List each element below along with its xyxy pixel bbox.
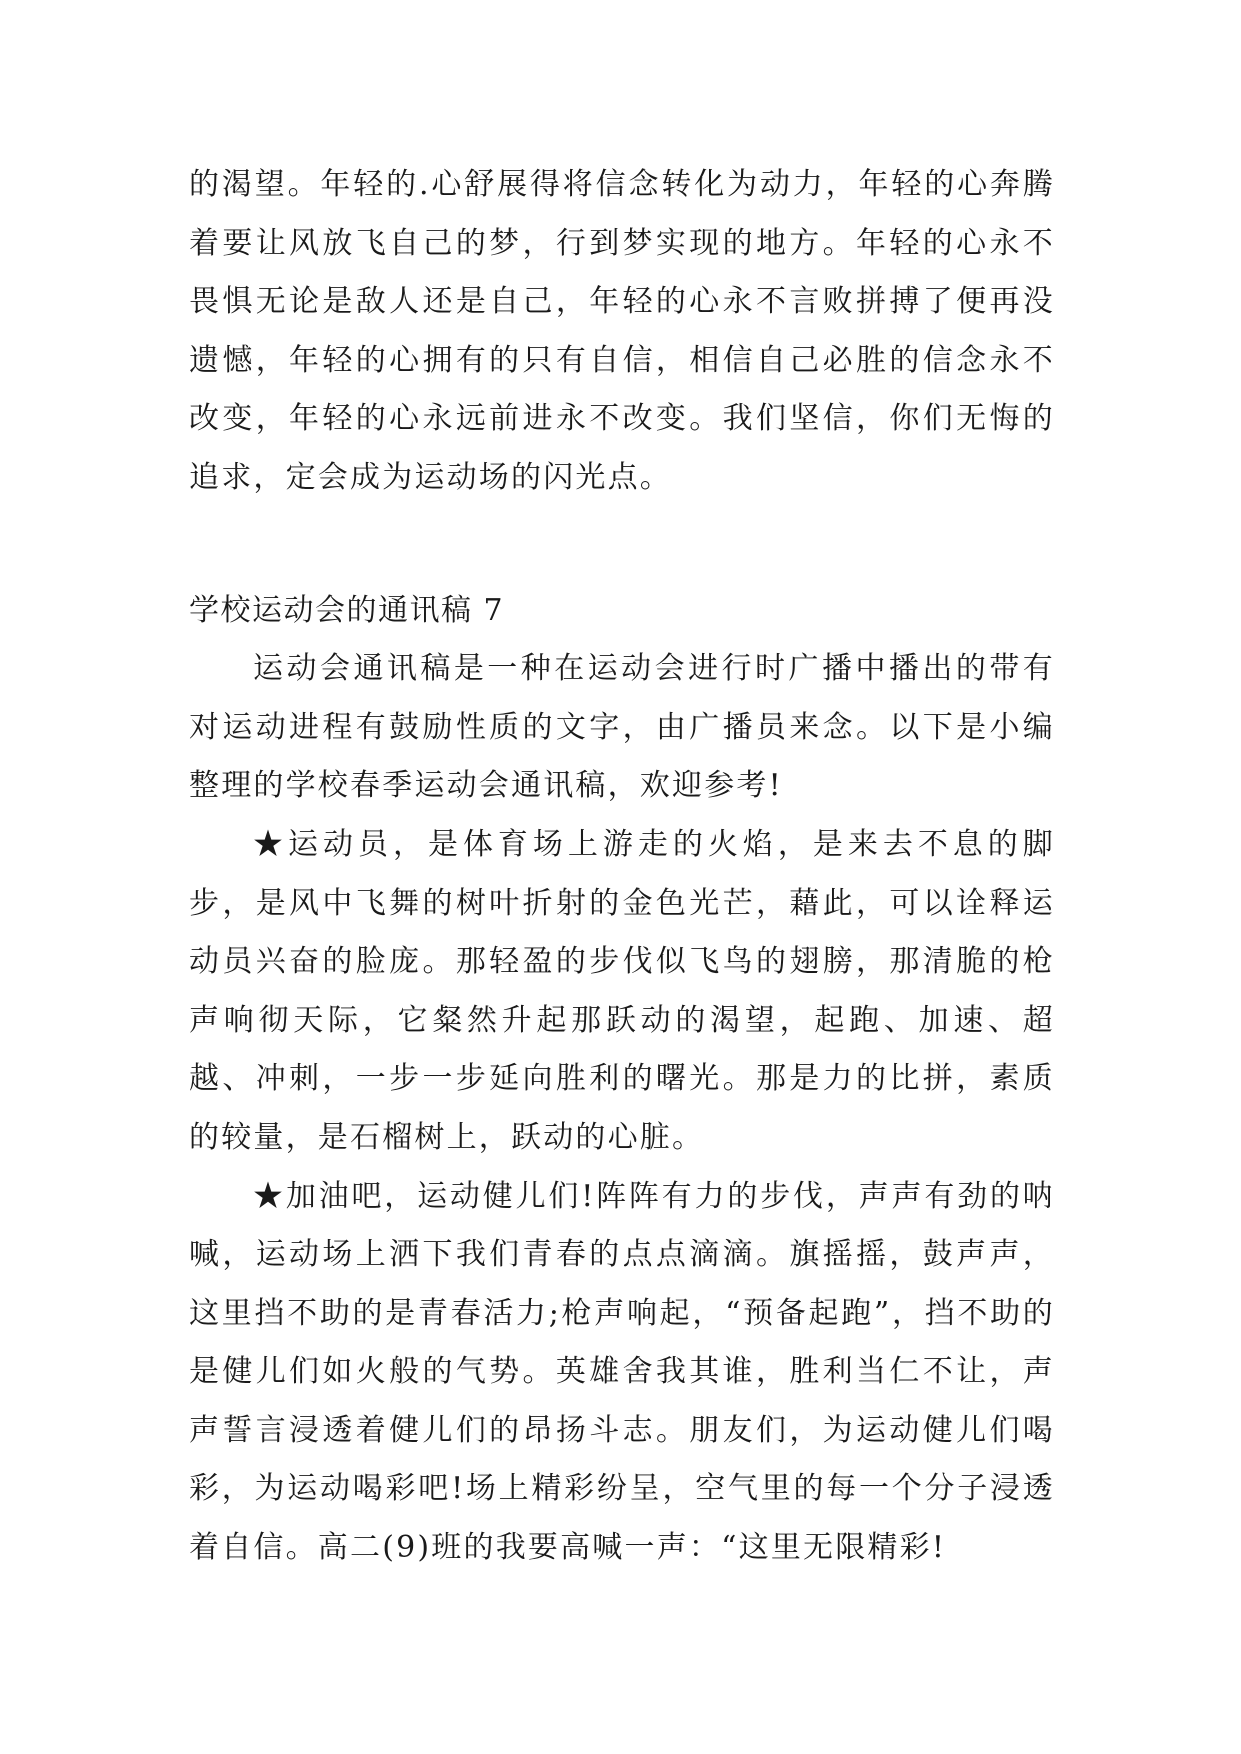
body-paragraph-2: ★运动员，是体育场上游走的火焰，是来去不息的脚步，是风中飞舞的树叶折射的金色光芒，藉此，可以诠释运动员兴奋的脸庞。那轻盈的步伐似飞鸟的翅膀，那清脆的枪声响彻天际，它粲然升起那跃动的渴望，起跑、加速、超越、冲刺，一步一步延向胜利的曙光。那是力的比拼，素质的较量，是石榴树上，跃动的心脏。 [189,826,1055,1155]
body-paragraph-3: ★加油吧，运动健儿们!阵阵有力的步伐，声声有劲的呐喊，运动场上洒下我们青春的点点滴滴。旗摇摇，鼓声声，这里挡不助的是青春活力;枪声响起，“预备起跑”，挡不助的是健儿们如火般的气势。英雄舍我其谁，胜利当仁不让，声声誓言浸透着健儿们的昂扬斗志。朋友们，为运动健儿们喝彩，为运动喝彩吧!场上精彩纷呈，空气里的每一个分子浸透着自信。高二(9)班的我要高喊一声：“这里无限精彩! [189,1178,1055,1566]
section-heading: 学校运动会的通讯稿 7 [189,592,505,628]
intro-paragraph: 的渴望。年轻的.心舒展得将信念转化为动力，年轻的心奔腾着要让风放飞自己的梦，行到梦实现的地方。年轻的心永不畏惧无论是敌人还是自己，年轻的心永不言败拼搏了便再没遗憾，年轻的心拥有的只有自信，相信自己必胜的信念永不改变，年轻的心永远前进永不改变。我们坚信，你们无悔的追求，定会成为运动场的闪光点。 [189,167,1055,495]
document-body [189,156,1055,1578]
body-paragraph-1: 运动会通讯稿是一种在运动会进行时广播中播出的带有对运动进程有鼓励性质的文字，由广播员来念。以下是小编整理的学校春季运动会通讯稿，欢迎参考! [189,651,1055,804]
